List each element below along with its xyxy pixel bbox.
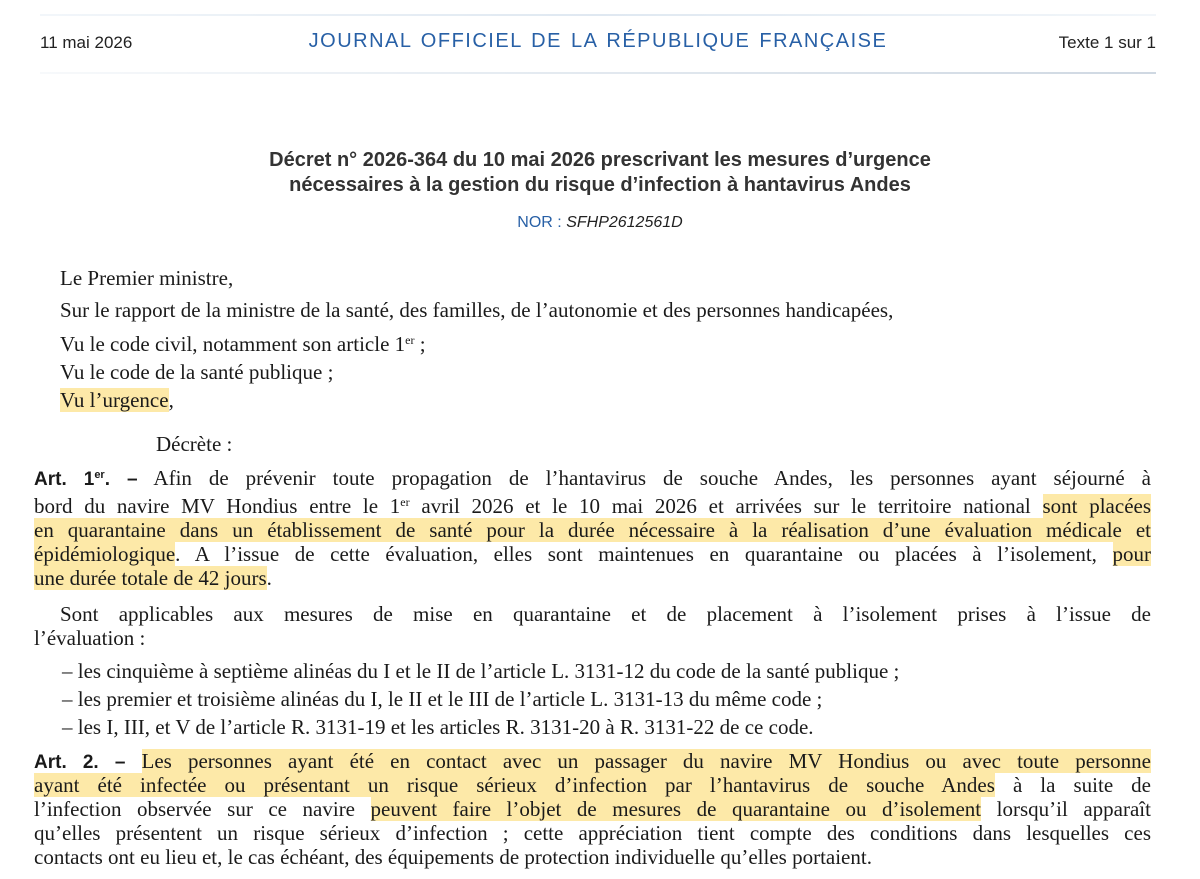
preamble-line-4: Vu le code de la santé publique ; bbox=[60, 360, 334, 384]
highlight-pour: pour bbox=[1112, 542, 1151, 566]
top-decorative-line bbox=[40, 14, 1156, 16]
decree-title-line-2: nécessaires à la gestion du risque d’infection à hantavirus Andes bbox=[289, 174, 911, 196]
art1-heading-dash: . – bbox=[104, 469, 138, 490]
art1-line-5-end: . bbox=[266, 566, 272, 590]
preamble-line-3 bbox=[60, 332, 426, 357]
decrete-label: Décrète : bbox=[156, 432, 233, 456]
art2-line-2-end: à la suite de bbox=[994, 773, 1151, 797]
art1-line-1-text: Afin de prévenir toute propagation de l’hantavirus de souche Andes, les personnes ayant séjourné à bbox=[153, 466, 1151, 490]
art1-line-4 bbox=[34, 542, 1151, 567]
preamble-line-5-end: , bbox=[168, 388, 174, 412]
art1-line-2-sup: er bbox=[400, 495, 410, 509]
art1-line-1 bbox=[34, 466, 1151, 491]
art1-line-4-text: . A l’issue de cette évaluation, elles sont maintenues en quarantaine ou placées à l’isolement, bbox=[175, 542, 1113, 566]
preamble-line-2: Sur le rapport de la ministre de la santé, des familles, de l’autonomie et des personnes handicapées, bbox=[60, 298, 894, 322]
highlight-epidemiologique: épidémiologique bbox=[34, 542, 176, 566]
art1-line-3 bbox=[34, 518, 1151, 543]
nor-label: NOR : bbox=[517, 214, 562, 231]
preamble-line-3-sup: er bbox=[405, 333, 415, 347]
art1-heading-text: Art. 1 bbox=[34, 469, 95, 490]
decree-title-line-1: Décret n° 2026-364 du 10 mai 2026 prescrivant les mesures d’urgence bbox=[269, 149, 931, 171]
list-item: – les I, III, et V de l’article R. 3131-19 et les articles R. 3131-20 à R. 3131-22 de ce code. bbox=[62, 715, 814, 739]
art1-line-5 bbox=[34, 566, 1151, 591]
preamble-line-1: Le Premier ministre, bbox=[60, 266, 234, 290]
art1-heading-sup: er bbox=[94, 469, 105, 481]
art2-line-2 bbox=[34, 773, 1151, 798]
nor-reference bbox=[0, 214, 1200, 232]
preamble-line-3-end: ; bbox=[414, 332, 426, 356]
journal-title: JOURNAL OFFICIEL DE LA RÉPUBLIQUE FRANÇAISE bbox=[308, 30, 888, 52]
highlight-quarantaine: en quarantaine dans un établissement de santé pour la durée nécessaire à la réalisation d’une évaluation médicale et bbox=[34, 518, 1151, 542]
art1-line-2 bbox=[34, 494, 1151, 519]
highlight-42-jours: une durée totale de 42 jours bbox=[34, 566, 267, 590]
list-item: – les cinquième à septième alinéas du I et le II de l’article L. 3131-12 du code de la santé publique ; bbox=[62, 659, 900, 683]
header-rule bbox=[40, 72, 1156, 74]
art1-para2-line-2: l’évaluation : bbox=[34, 626, 146, 650]
highlight-sont-placees: sont placées bbox=[1042, 494, 1152, 518]
art2-line-1 bbox=[34, 749, 1151, 774]
art2-line-4: qu’elles présentent un risque sérieux d’infection ; cette appréciation tient compte des conditions dans lesquelles ces bbox=[34, 821, 1151, 845]
highlight-contact: Les personnes ayant été en contact avec un passager du navire MV Hondius ou avec toute personne bbox=[141, 749, 1152, 773]
art1-line-2-b: avril 2026 et le 10 mai 2026 et arrivées sur le territoire national bbox=[409, 494, 1043, 518]
list-item: – les premier et troisième alinéas du I, le II et le III de l’article L. 3131-13 du même code ; bbox=[62, 687, 823, 711]
nor-code: SFHP2612561D bbox=[566, 214, 683, 231]
art1-heading bbox=[34, 469, 138, 490]
art2-line-3 bbox=[34, 797, 1151, 822]
art2-line-3-end: lorsqu’il apparaît bbox=[981, 797, 1151, 821]
art2-line-5: contacts ont eu lieu et, le cas échéant, des équipements de protection individuelle qu’elles portaient. bbox=[34, 845, 872, 869]
text-counter: Texte 1 sur 1 bbox=[1058, 33, 1156, 52]
preamble-line-3-text: Vu le code civil, notamment son article 1 bbox=[60, 332, 406, 356]
highlight-mesures: peuvent faire l’objet de mesures de quarantaine ou d’isolement bbox=[370, 797, 982, 821]
journal-header bbox=[40, 30, 1156, 58]
decree-title bbox=[100, 148, 1100, 198]
publication-date: 11 mai 2026 bbox=[40, 33, 133, 52]
art2-line-3-text: l’infection observée sur ce navire bbox=[34, 797, 371, 821]
art2-heading: Art. 2. – bbox=[34, 752, 126, 773]
highlight-urgence: Vu l’urgence bbox=[60, 388, 169, 412]
highlight-infectee: ayant été infectée ou présentant un risque sérieux d’infection par l’hantavirus de souche Andes bbox=[34, 773, 995, 797]
art1-line-2-a: bord du navire MV Hondius entre le 1 bbox=[34, 494, 401, 518]
preamble-line-5 bbox=[60, 388, 174, 413]
art1-para2-line-1: Sont applicables aux mesures de mise en quarantaine et de placement à l’isolement prises à l’issue de bbox=[60, 602, 1151, 626]
